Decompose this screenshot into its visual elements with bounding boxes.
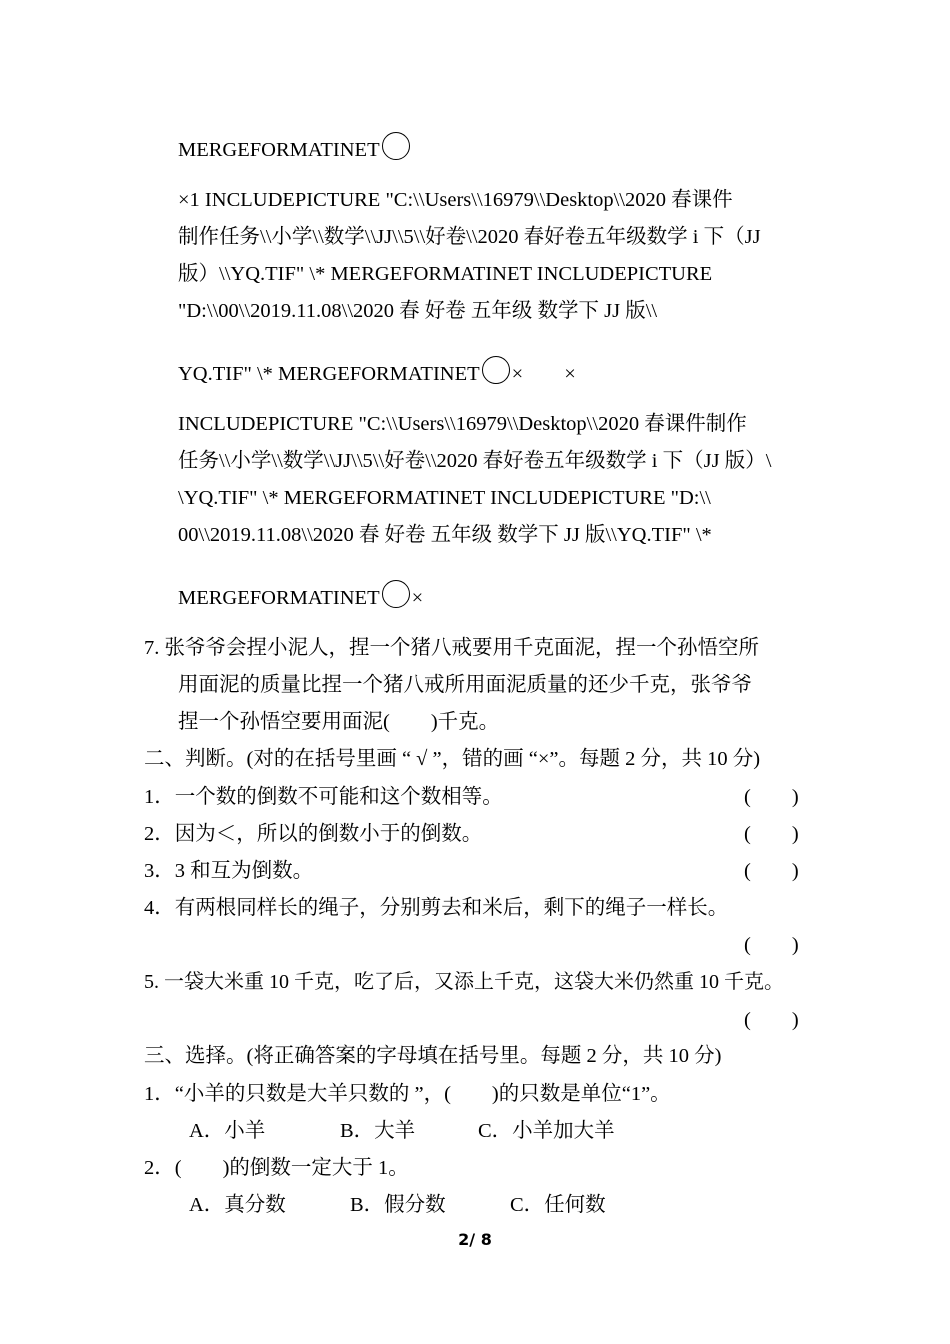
q1-option-c: C．小羊加大羊 bbox=[478, 1120, 615, 1142]
fragment-line-3: 制作任务\\小学\\数学\\JJ\\5\\好卷\\2020 春好卷五年级数学 i 下（JJ bbox=[178, 226, 761, 248]
page-number: 2/ 8 bbox=[458, 1230, 492, 1249]
fragment-tail: × × bbox=[511, 363, 576, 385]
fragment-line-7: INCLUDEPICTURE "C:\\Users\\16979\\Desktop\\2020 春课件制作 bbox=[178, 413, 747, 435]
q2-option-b: B．假分数 bbox=[350, 1194, 446, 1216]
choice-q1: 1．“小羊的只数是大羊只数的 ”，( )的只数是单位“1”。 bbox=[144, 1083, 671, 1105]
answer-paren: ( ) bbox=[744, 786, 799, 808]
answer-paren: ( ) bbox=[744, 860, 799, 882]
judge-item-5: 5. 一袋大米重 10 千克，吃了后，又添上千克，这袋大米仍然重 10 千克。 bbox=[144, 971, 784, 993]
fragment-line-6 bbox=[178, 356, 576, 386]
circle-icon bbox=[382, 580, 410, 608]
fragment-line-10: 00\\2019.11.08\\2020 春 好卷 五年级 数学下 JJ 版\\YQ.TIF" \* bbox=[178, 524, 712, 546]
fragment-line-8: 任务\\小学\\数学\\JJ\\5\\好卷\\2020 春好卷五年级数学 i 下（JJ 版）\ bbox=[178, 450, 772, 472]
q1-option-a: A．小羊 bbox=[189, 1120, 266, 1142]
answer-paren: ( ) bbox=[744, 1009, 799, 1031]
answer-paren: ( ) bbox=[744, 934, 799, 956]
answer-paren: ( ) bbox=[744, 823, 799, 845]
circle-icon bbox=[382, 132, 410, 160]
fragment-text: YQ.TIF" \* MERGEFORMATINET bbox=[178, 363, 480, 385]
q2-option-a: A．真分数 bbox=[189, 1194, 286, 1216]
fragment-tail: × bbox=[411, 587, 424, 609]
circle-icon bbox=[482, 356, 510, 384]
section3-heading: 三、选择。(将正确答案的字母填在括号里。每题 2 分，共 10 分) bbox=[144, 1045, 722, 1067]
q1-option-b: B．大羊 bbox=[340, 1120, 416, 1142]
fragment-line-5: "D:\\00\\2019.11.08\\2020 春 好卷 五年级 数学下 JJ 版\\ bbox=[178, 300, 658, 322]
fragment-line-11 bbox=[178, 580, 423, 610]
q7-line-1: 7. 张爷爷会捏小泥人，捏一个猪八戒要用千克面泥，捏一个孙悟空所 bbox=[144, 637, 759, 659]
judge-item-3: 3．3 和互为倒数。 bbox=[144, 860, 314, 882]
judge-item-1: 1．一个数的倒数不可能和这个数相等。 bbox=[144, 786, 503, 808]
section2-heading: 二、判断。(对的在括号里画 “ √ ”，错的画 “×”。每题 2 分，共 10 分) bbox=[144, 748, 761, 770]
fragment-line-2: ×1 INCLUDEPICTURE "C:\\Users\\16979\\Desktop\\2020 春课件 bbox=[178, 189, 733, 211]
q7-line-3: 捏一个孙悟空要用面泥( )千克。 bbox=[178, 711, 500, 733]
q7-line-2: 用面泥的质量比捏一个猪八戒所用面泥质量的还少千克，张爷爷 bbox=[178, 674, 752, 696]
judge-item-4: 4．有两根同样长的绳子，分别剪去和米后，剩下的绳子一样长。 bbox=[144, 897, 729, 919]
fragment-text: MERGEFORMATINET bbox=[178, 587, 380, 609]
fragment-line-4: 版）\\YQ.TIF" \* MERGEFORMATINET INCLUDEPICTURE bbox=[178, 263, 713, 285]
fragment-line-1 bbox=[178, 132, 412, 162]
choice-q2: 2．( )的倒数一定大于 1。 bbox=[144, 1157, 409, 1179]
fragment-line-9: \YQ.TIF" \* MERGEFORMATINET INCLUDEPICTURE "D:\\ bbox=[178, 487, 711, 509]
q2-option-c: C．任何数 bbox=[510, 1194, 606, 1216]
fragment-text: MERGEFORMATINET bbox=[178, 139, 380, 161]
judge-item-2: 2．因为＜，所以的倒数小于的倒数。 bbox=[144, 823, 483, 845]
